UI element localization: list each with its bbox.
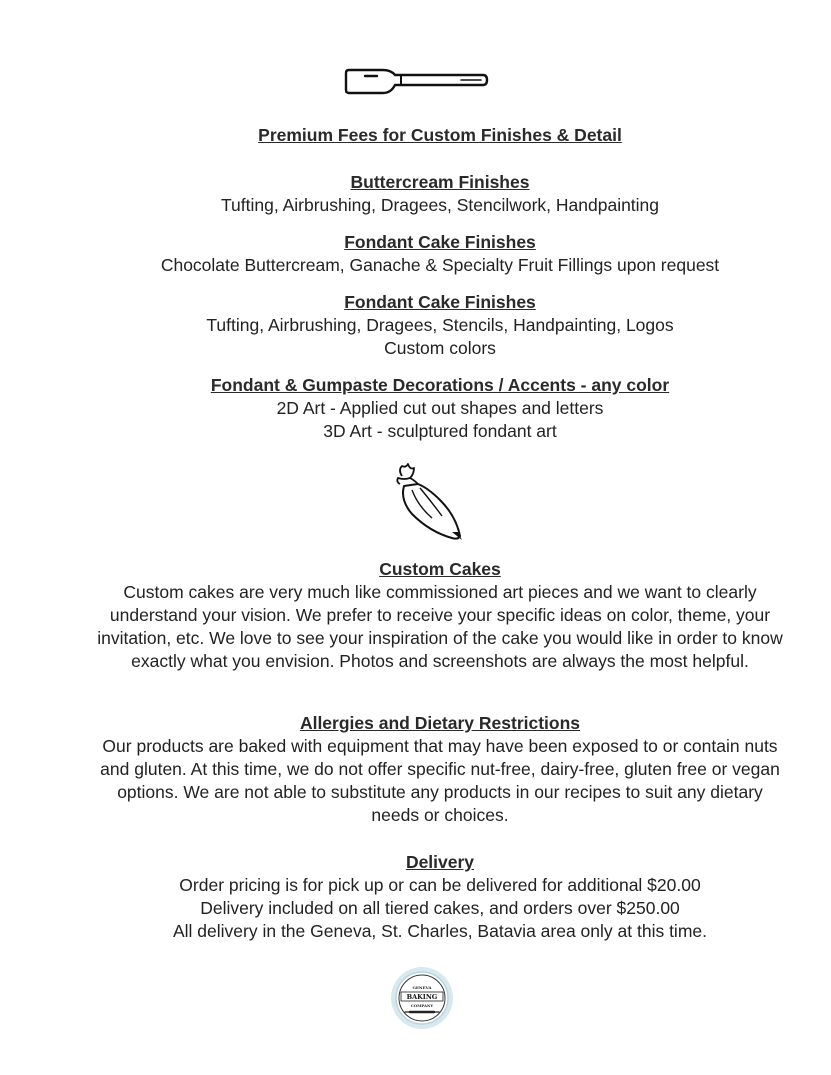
custom-cakes-text: Custom cakes are very much like commissioned art pieces and we want to clearly understand your vision. We prefer to receive your specific ideas on color, theme, your invitation, etc. We love to see your inspiration of the cake you would like in order to know exactly what you envision. Photos and screenshots are always the most helpful. bbox=[97, 582, 783, 671]
page-title-block bbox=[60, 124, 820, 147]
svg-text:GENEVA: GENEVA bbox=[412, 985, 432, 990]
delivery-line-3: All delivery in the Geneva, St. Charles, Batavia area only at this time. bbox=[172, 921, 707, 941]
allergies-heading: Allergies and Dietary Restrictions bbox=[299, 713, 581, 733]
delivery-heading: Delivery bbox=[405, 852, 475, 872]
custom-cakes-heading: Custom Cakes bbox=[379, 559, 501, 579]
svg-text:COMPANY: COMPANY bbox=[410, 1003, 434, 1008]
delivery-section bbox=[60, 851, 820, 943]
page-title: Premium Fees for Custom Finishes & Detail bbox=[258, 125, 622, 145]
fondant-finishes-heading-1: Fondant Cake Finishes bbox=[344, 232, 536, 252]
fondant-finishes-line-2a: Tufting, Airbrushing, Dragees, Stencils, Handpainting, Logos bbox=[206, 315, 674, 335]
custom-cakes-section bbox=[95, 558, 785, 673]
delivery-line-1: Order pricing is for pick up or can be delivered for additional $20.00 bbox=[179, 875, 701, 895]
buttercream-line: Tufting, Airbrushing, Dragees, Stencilwork, Handpainting bbox=[220, 195, 660, 215]
delivery-line-2: Delivery included on all tiered cakes, and orders over $250.00 bbox=[200, 898, 680, 918]
fondant-finishes-line-1: Chocolate Buttercream, Ganache & Specialty Fruit Fillings upon request bbox=[160, 255, 720, 275]
buttercream-section bbox=[60, 171, 820, 217]
piping-bag-icon bbox=[390, 460, 470, 544]
fondant-finishes-section-2 bbox=[60, 291, 820, 360]
allergies-section bbox=[95, 712, 785, 827]
svg-text:BAKING: BAKING bbox=[406, 993, 438, 1002]
fondant-finishes-section-1 bbox=[60, 231, 820, 277]
decorations-heading: Fondant & Gumpaste Decorations / Accents - any color bbox=[210, 375, 670, 395]
company-logo-seal bbox=[390, 966, 454, 1030]
spatula-icon bbox=[343, 66, 489, 96]
allergies-text: Our products are baked with equipment that may have been exposed to or contain nuts and gluten. At this time, we do not offer specific nut-free, dairy-free, gluten free or vegan options. We are not able to substitute any products in our recipes to suit any dietary needs or choices. bbox=[100, 736, 780, 825]
decorations-line-2d: 2D Art - Applied cut out shapes and letters bbox=[276, 398, 604, 418]
fondant-finishes-line-2b: Custom colors bbox=[384, 338, 496, 358]
decorations-line-3d: 3D Art - sculptured fondant art bbox=[323, 421, 557, 441]
decorations-section bbox=[60, 374, 820, 443]
buttercream-heading: Buttercream Finishes bbox=[350, 172, 530, 192]
fondant-finishes-heading-2: Fondant Cake Finishes bbox=[344, 292, 536, 312]
